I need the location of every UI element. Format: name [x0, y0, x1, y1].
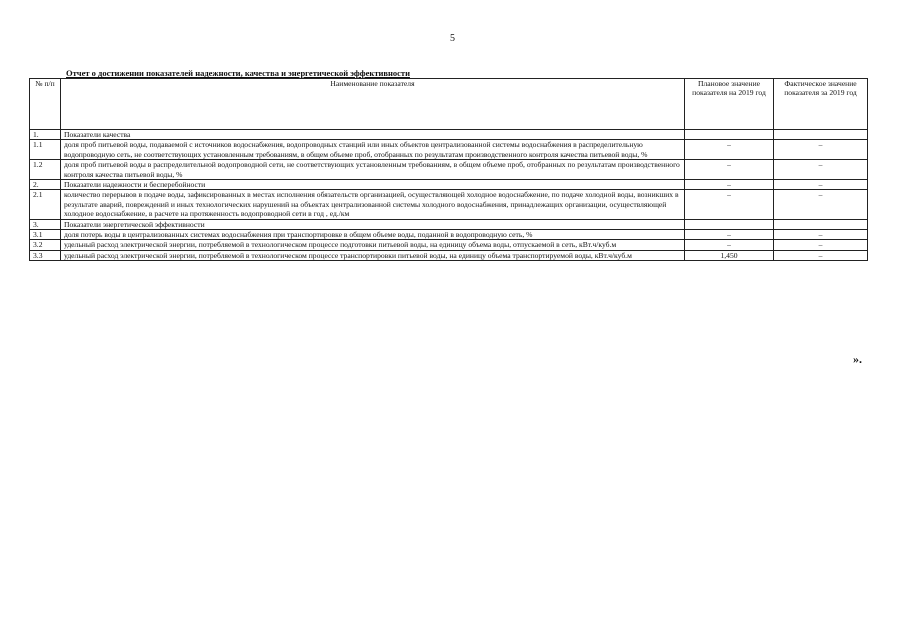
table-row: [30, 219, 868, 229]
report-title: Отчет о достижении показателей надежности, качества и энергетической эффективности: [66, 68, 410, 78]
row-indicator-name: удельный расход электрической энергии, потребляемой в технологическом процессе подготовки питьевой воды, на единицу объема воды, отпускаемой в сеть, кВт.ч/куб.м: [61, 240, 685, 250]
header-indicator-name: Наименование показателя: [61, 79, 685, 130]
row-plan-value: [685, 219, 774, 229]
row-fact-value: –: [774, 140, 868, 160]
table-row: [30, 140, 868, 160]
row-fact-value: –: [774, 230, 868, 240]
row-plan-value: –: [685, 190, 774, 219]
row-indicator-name: Показатели энергетической эффективности: [61, 219, 685, 229]
row-number: 3.: [30, 219, 61, 229]
row-number: 1.2: [30, 160, 61, 180]
table-row: [30, 230, 868, 240]
row-number: 1.1: [30, 140, 61, 160]
header-fact-value: Фактическое значение показателя за 2019 год: [774, 79, 868, 130]
row-number: 2.: [30, 180, 61, 190]
row-indicator-name: количество перерывов в подаче воды, зафиксированных в местах исполнения обязательств организацией, осуществляющей холодное водоснабжение, по подаче холодной воды, возникших в результате аварий, повреждений и иных технологических нарушений на объектах централизованной системы холодного водоснабжения, принадлежащих организации, осуществляющей холодное водоснабжение, в расчете на протяженность водопроводной сети в год , ед./км: [61, 190, 685, 219]
table-header-row: [30, 79, 868, 130]
table-row: [30, 250, 868, 260]
table-row: [30, 180, 868, 190]
table-row: [30, 190, 868, 219]
row-fact-value: [774, 130, 868, 140]
row-fact-value: –: [774, 190, 868, 219]
row-number: 1.: [30, 130, 61, 140]
row-plan-value: –: [685, 230, 774, 240]
row-indicator-name: Показатели надежности и бесперебойности: [61, 180, 685, 190]
row-plan-value: [685, 130, 774, 140]
row-number: 3.3: [30, 250, 61, 260]
indicators-table: [29, 78, 868, 261]
row-plan-value: –: [685, 240, 774, 250]
row-indicator-name: доля потерь воды в централизованных системах водоснабжения при транспортировке в общем объеме воды, поданной в водопроводную сеть, %: [61, 230, 685, 240]
page-number: 5: [450, 33, 455, 44]
row-plan-value: –: [685, 140, 774, 160]
row-indicator-name: доля проб питьевой воды, подаваемой с источников водоснабжения, водопроводных станций или иных объектов централизованной системы водоснабжения в распределительную водопроводную сеть, не соответствующих установленным требованиям, в общем объеме проб, отобранных по результатам производственного контроля качества питьевой воды, %: [61, 140, 685, 160]
row-fact-value: –: [774, 250, 868, 260]
table-row: [30, 160, 868, 180]
row-number: 3.2: [30, 240, 61, 250]
table-row: [30, 240, 868, 250]
row-plan-value: 1,450: [685, 250, 774, 260]
row-number: 3.1: [30, 230, 61, 240]
table-body: [30, 130, 868, 261]
closing-quote: ».: [853, 352, 862, 366]
row-fact-value: –: [774, 160, 868, 180]
row-fact-value: –: [774, 240, 868, 250]
header-plan-value: Плановое значение показателя на 2019 год: [685, 79, 774, 130]
row-indicator-name: Показатели качества: [61, 130, 685, 140]
table-row: [30, 130, 868, 140]
row-indicator-name: удельный расход электрической энергии, потребляемой в технологическом процессе транспортировки питьевой воды, на единицу объема транспортируемой воды, кВт.ч/куб.м: [61, 250, 685, 260]
row-plan-value: –: [685, 160, 774, 180]
row-number: 2.1: [30, 190, 61, 219]
row-fact-value: [774, 219, 868, 229]
header-number: № п/п: [30, 79, 61, 130]
row-plan-value: –: [685, 180, 774, 190]
row-fact-value: –: [774, 180, 868, 190]
row-indicator-name: доля проб питьевой воды в распределительной водопроводной сети, не соответствующих установленным требованиям, в общем объеме проб, отобранных по результатам производственного контроля качества питьевой воды, %: [61, 160, 685, 180]
